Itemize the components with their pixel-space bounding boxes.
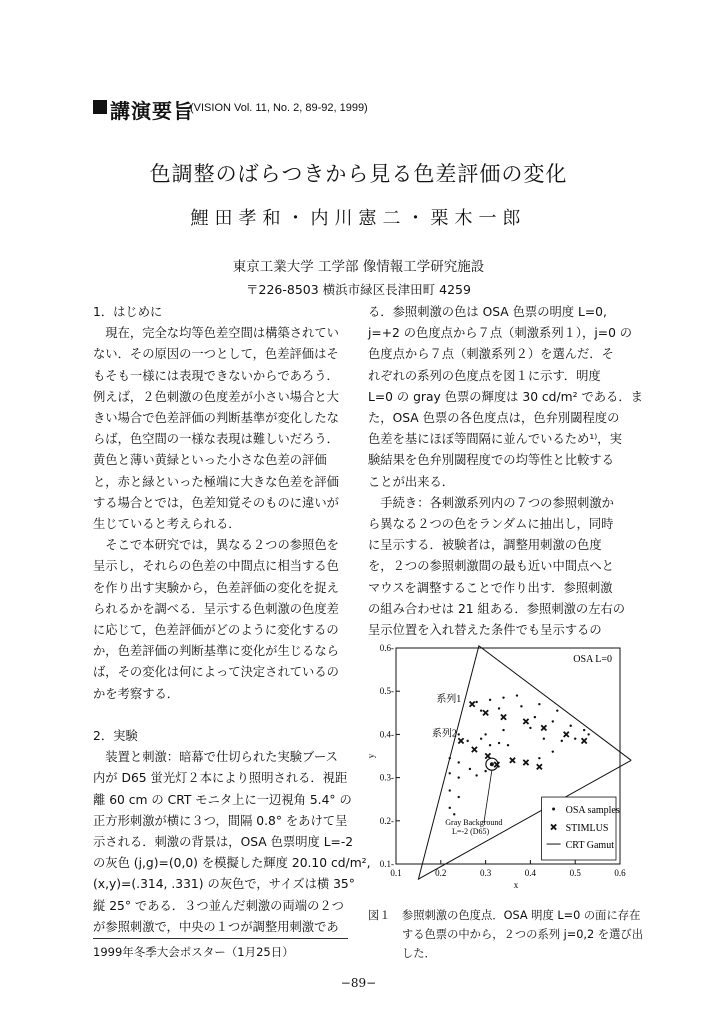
- osa-sample-point: [516, 694, 518, 696]
- text-line: の組み合わせは 21 組ある．参照刺激の左右の: [368, 601, 626, 616]
- osa-sample-point: [520, 705, 522, 707]
- osa-sample-point: [552, 720, 554, 722]
- text-line: きい場合で色差評価の判断基準が変化したな: [93, 411, 339, 426]
- text-line: 現在，完全な均等色差空間は構築されてい: [93, 326, 339, 341]
- osa-sample-point: [507, 744, 509, 746]
- text-line: 示される．刺激の背景は，OSA 色票明度 L=-2: [93, 835, 354, 850]
- text-line: と，赤と緑といった極端に大きな色差を評価: [93, 474, 339, 489]
- annotation-gray-level: L=-2 (D65): [452, 826, 490, 836]
- authors: 鯉田孝和・内川憲二・栗木一郎: [190, 208, 527, 229]
- x-tick-label: 0.4: [524, 868, 537, 878]
- osa-sample-point: [489, 699, 491, 701]
- address: 〒226-8503 横浜市緑区長津田町 4259: [246, 282, 471, 297]
- text-line: 2．実験: [93, 729, 138, 744]
- legend-osa-marker: [552, 808, 555, 811]
- y-tick-label: 0.6-: [379, 643, 394, 653]
- figure-caption: [368, 906, 643, 963]
- osa-sample-point: [529, 727, 531, 729]
- osa-sample-point: [449, 757, 451, 759]
- y-tick-label: 0.4-: [379, 729, 394, 740]
- osa-sample-point: [458, 733, 460, 735]
- legend-gamut-label: CRT Gamut: [565, 840, 614, 852]
- stimulus-series2-point: [510, 758, 515, 763]
- text-line: 離 60 cm の CRT モニタ上に一辺視角 5.4° の: [93, 792, 352, 807]
- osa-sample-point: [449, 789, 451, 791]
- x-tick-label: 0.6: [614, 868, 626, 878]
- text-line: 験結果を色弁別閾程度での均等性と比較する: [368, 453, 614, 468]
- gray-background-leader: [484, 770, 492, 823]
- text-line: を作り出す実験から，色差評価の変化を捉え: [93, 580, 339, 595]
- stimulus-series1-point: [582, 738, 587, 743]
- osa-sample-point: [552, 750, 554, 752]
- text-line: 例えば，２色刺激の色度差が小さい場合と大: [93, 389, 339, 404]
- osa-sample-point: [458, 796, 460, 798]
- osa-sample-point: [502, 729, 504, 731]
- annotation-series2: 系列2: [431, 728, 457, 740]
- y-axis-label: y: [366, 753, 376, 759]
- osa-sample-point: [498, 707, 500, 709]
- text-line: られるかを調べる．呈示する色刺激の色度差: [93, 601, 339, 616]
- text-line: 呈示位置を入れ替えた条件でも呈示するの: [368, 623, 602, 638]
- chromaticity-chart: [368, 636, 630, 900]
- x-tick-label: 0.1: [390, 868, 402, 878]
- affiliation: 東京工業大学 工学部 像情報工学研究施設: [232, 259, 485, 275]
- text-line: を，２つの参照刺激間の最も近い中間点へと: [368, 559, 614, 574]
- caption-line: 図１ 参照刺激の色度点．OSA 明度 L=0 の面に存在: [368, 909, 641, 922]
- x-tick-label: 0.5: [569, 868, 581, 878]
- caption-line: した．: [368, 947, 436, 960]
- citation: (VISION Vol. 11, No. 2, 89-92, 1999): [190, 102, 368, 114]
- text-line: る．参照刺激の色は OSA 色票の明度 L=0,: [368, 305, 607, 319]
- text-line: らば，色空間の一様な表現は難しいだろう．: [93, 432, 339, 447]
- text-line: 色度点から７点（刺激系列２）を選んだ．そ: [368, 347, 614, 362]
- stimulus-series1-point: [483, 710, 488, 715]
- y-tick-label: 0.3-: [379, 772, 394, 783]
- stimulus-series1-point: [564, 732, 569, 737]
- legend-osa-label: OSA samples: [565, 805, 620, 817]
- text-line: た，OSA 色票の各色度点は，色弁別閾程度の: [368, 411, 620, 426]
- text-line: マウスを調整することで作り出す．参照刺激: [368, 580, 613, 595]
- osa-sample-point: [453, 813, 455, 815]
- text-line: j=+2 の色度点から７点（刺激系列１），j=0 の: [368, 326, 633, 341]
- osa-sample-point: [458, 776, 460, 778]
- page-number: −89−: [340, 976, 377, 990]
- osa-sample-point: [534, 716, 536, 718]
- osa-sample-point: [587, 733, 589, 735]
- text-line: [93, 705, 357, 726]
- stimulus-series2-point: [472, 747, 477, 752]
- osa-sample-point: [583, 729, 585, 731]
- text-line: の灰色 (j,g)=(0,0) を模擬した輝度 20.10 cd/m²,: [93, 856, 371, 871]
- text-line: ない．その原因の一つとして，色差評価はそ: [93, 347, 339, 362]
- footnote-divider: [93, 938, 348, 939]
- osa-sample-point: [574, 738, 576, 740]
- text-line: 1．はじめに: [93, 305, 163, 319]
- osa-sample-point: [480, 709, 482, 711]
- osa-sample-point: [484, 733, 486, 735]
- text-line: かを考察する．: [93, 686, 180, 701]
- stimulus-series2-point: [485, 753, 490, 758]
- x-tick-label: 0.3: [479, 868, 492, 878]
- text-line: 生じていると考えられる．: [93, 517, 241, 532]
- right-column: [368, 302, 643, 641]
- section-label: 講演要旨: [110, 99, 194, 123]
- text-line: 内が D65 蛍光灯２本により照明される．視距: [93, 771, 348, 786]
- caption-line: する色票の中から，２つの系列 j=0,2 を選び出: [368, 928, 643, 941]
- annotation-gray-background: Gray Background: [445, 818, 503, 828]
- y-tick-label: 0.5-: [379, 686, 394, 697]
- chart-title: OSA L=0: [573, 654, 612, 665]
- osa-sample-point: [449, 772, 451, 774]
- left-column: [93, 302, 371, 938]
- osa-sample-point: [484, 770, 486, 772]
- text-line: ば，その変化は何によって決定されているの: [93, 665, 339, 680]
- text-line: そこで本研究では，異なる２つの参照色を: [93, 538, 339, 553]
- x-tick-label: 0.2: [435, 868, 447, 878]
- osa-sample-point: [498, 742, 500, 744]
- text-line: か，色差評価の判断基準に変化が生じるなら: [93, 644, 339, 659]
- text-line: に応じて，色差評価がどのように変化するの: [93, 623, 339, 638]
- osa-sample-point: [469, 768, 471, 770]
- text-line: 黄色と薄い黄緑といった小さな色差の評価: [93, 453, 327, 468]
- stimulus-series1-point: [470, 702, 475, 707]
- text-line: する場合とでは，色差知覚そのものに違いが: [93, 495, 339, 510]
- stimulus-series2-point: [458, 738, 463, 743]
- osa-sample-point: [449, 807, 451, 809]
- osa-sample-point: [502, 696, 504, 698]
- osa-sample-point: [475, 701, 477, 703]
- text-line: 装置と刺激：暗幕で仕切られた実験ブース: [93, 750, 338, 765]
- osa-sample-point: [556, 709, 558, 711]
- text-line: ことが出来る．: [368, 474, 455, 489]
- text-line: 色差を基にほぼ等間隔に並んでいるため¹⁾，実: [368, 432, 622, 447]
- stimulus-series2-point: [537, 764, 542, 769]
- stimulus-series1-point: [541, 725, 546, 730]
- text-line: L=0 の gray 色票の輝度は 30 cd/m² である．ま: [368, 389, 643, 404]
- text-line: 正方形刺激が横に３つ，間隔 0.8° をあけて呈: [93, 813, 348, 828]
- osa-sample-point: [458, 761, 460, 763]
- text-line: が参照刺激で，中央の１つが調整用刺激であ: [93, 919, 339, 934]
- osa-sample-point: [538, 703, 540, 705]
- osa-sample-point: [466, 740, 468, 742]
- osa-sample-point: [543, 738, 545, 740]
- osa-sample-point: [561, 740, 563, 742]
- stimulus-series1-point: [501, 715, 506, 720]
- gray-background-point: [490, 762, 494, 766]
- figure-1-chart: [368, 636, 630, 904]
- footnote: 1999年冬季大会ポスター（1月25日）: [93, 945, 294, 959]
- x-axis-label: x: [513, 880, 519, 890]
- stimulus-series2-point: [523, 760, 528, 765]
- text-line: (x,y)=(.314, .331) の灰色で，サイズは横 35°: [93, 877, 355, 892]
- osa-sample-point: [475, 774, 477, 776]
- text-line: に呈示する．被験者は，調整用刺激の色度: [368, 538, 602, 553]
- legend-stimulus-label: STIMLUS: [565, 823, 609, 835]
- text-line: ら異なる２つの色をランダムに抽出し，同時: [368, 517, 614, 532]
- osa-sample-point: [570, 725, 572, 727]
- text-line: れぞれの系列の色度点を図１に示す．明度: [368, 368, 601, 383]
- osa-sample-point: [489, 744, 491, 746]
- osa-sample-point: [480, 738, 482, 740]
- y-tick-label: 0.2-: [379, 815, 394, 826]
- y-tick-label: 0.1-: [379, 859, 394, 869]
- stimulus-series1-point: [523, 719, 528, 724]
- section-marker-square: [93, 100, 107, 114]
- text-line: 呈示し，それらの色差の中間点に相当する色: [93, 559, 339, 574]
- annotation-series1: 系列1: [436, 694, 462, 705]
- paper-title: 色調整のばらつきから見る色差評価の変化: [149, 162, 568, 186]
- text-line: 手続き：各刺激系列内の７つの参照刺激か: [368, 495, 614, 510]
- text-line: もそも一様には表現できないからであろう．: [93, 368, 339, 383]
- osa-sample-point: [538, 757, 540, 759]
- text-line: 縦 25° である．３つ並んだ刺激の両端の２つ: [93, 898, 344, 913]
